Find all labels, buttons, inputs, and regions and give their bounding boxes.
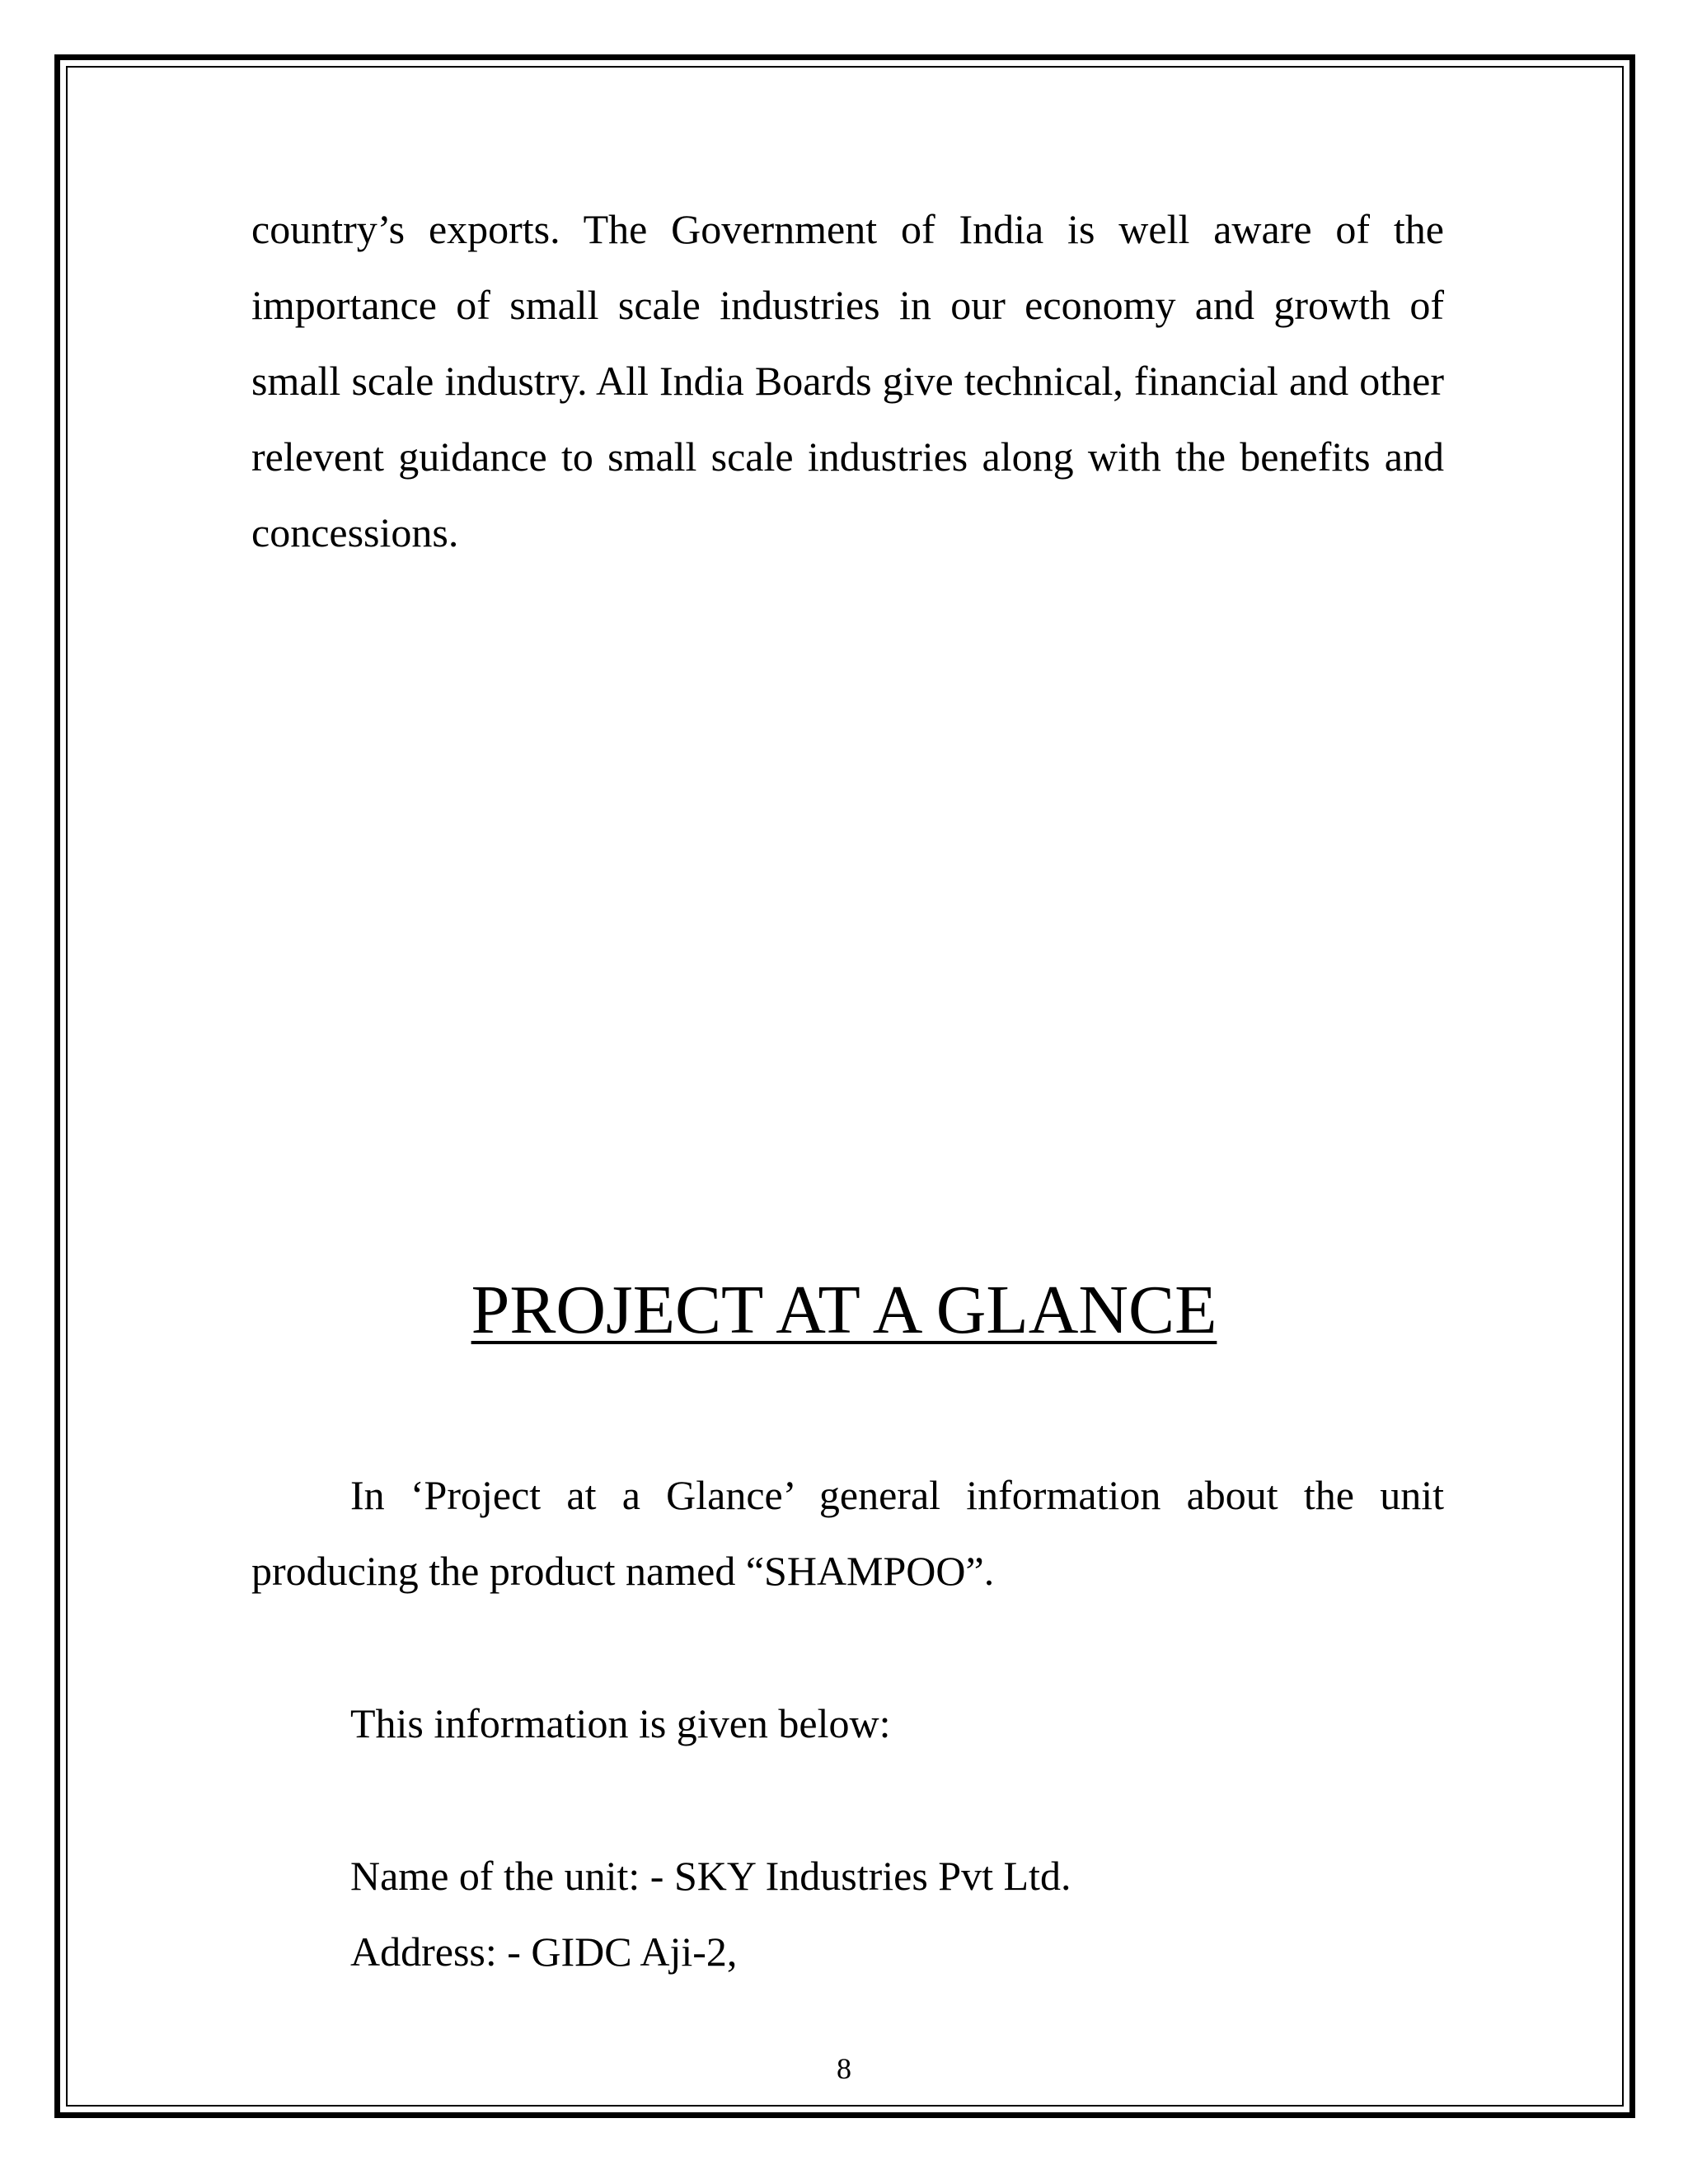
body-paragraph-intro: In ‘Project at a Glance’ general information about the unit producing the product named “SHAMPOO”. bbox=[251, 1472, 1444, 1594]
section-heading-text: PROJECT AT A GLANCE bbox=[471, 1272, 1217, 1348]
section-heading bbox=[0, 1265, 1688, 1356]
info-line: This information is given below: bbox=[350, 1700, 891, 1746]
unit-name-line: Name of the unit: - SKY Industries Pvt Ltd. bbox=[350, 1853, 1071, 1899]
page-number: 8 bbox=[837, 2052, 851, 2085]
address-line: Address: - GIDC Aji-2, bbox=[350, 1929, 738, 1975]
body-paragraph-top: country’s exports. The Government of India is well aware of the importance of small scale industries in our economy and growth of small scale industry. All India Boards give technical, financial and other relevent guidance to small scale industries along with the benefits and concessions. bbox=[251, 206, 1444, 555]
